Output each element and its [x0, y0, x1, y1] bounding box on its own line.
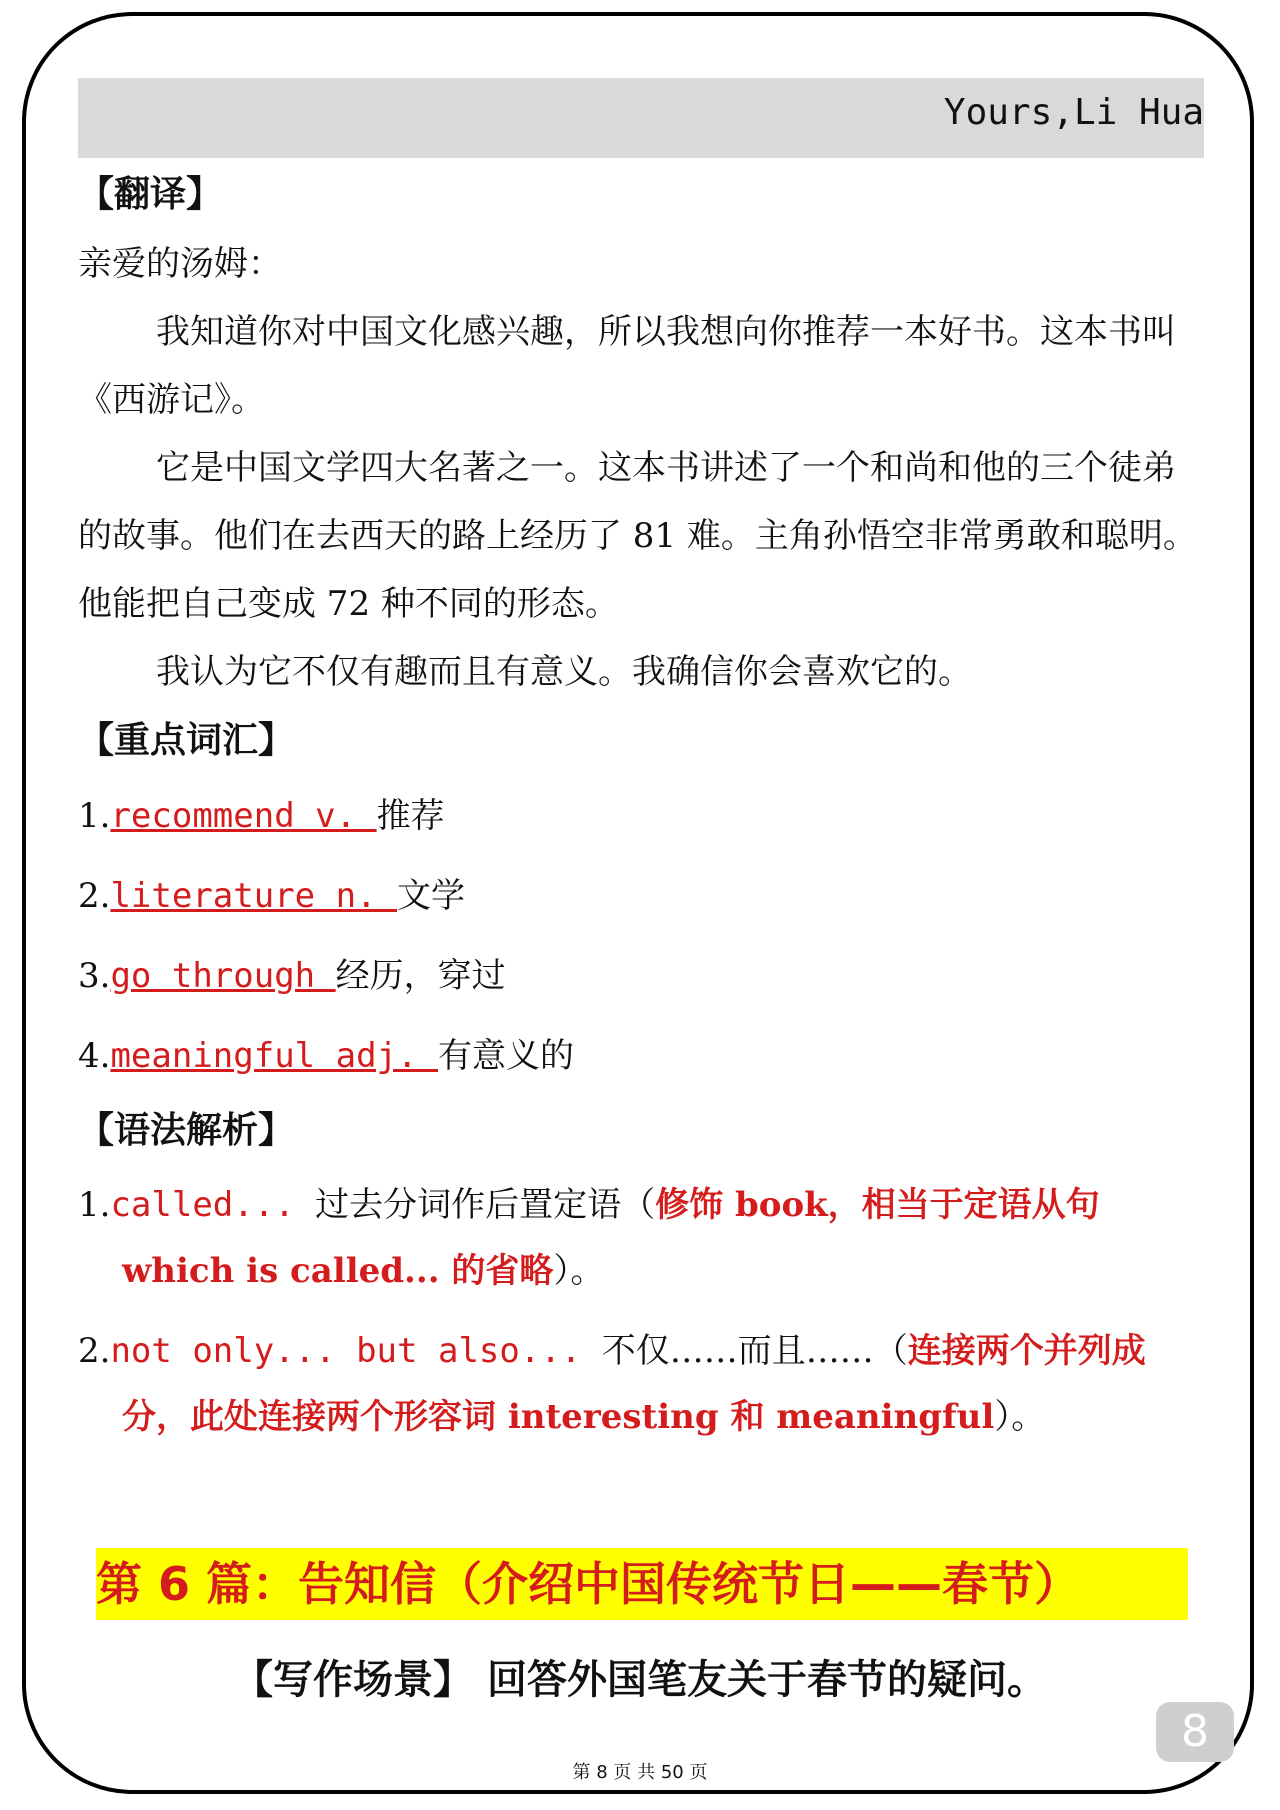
vocab-meaning: 推荐 [376, 796, 445, 836]
signature: Yours,Li Hua [943, 92, 1204, 133]
vocab-number: 1. [78, 796, 111, 836]
translation-title: 【翻译】 [78, 174, 223, 215]
grammar-term: called... [110, 1185, 316, 1225]
vocab-item [78, 936, 1204, 1016]
vocab-term: meaningful adj. [110, 1036, 438, 1076]
translation-paragraph-3: 我认为它不仅有趣而且有意义。我确信你会喜欢它的。 [156, 652, 972, 692]
vocab-number: 2. [78, 876, 111, 916]
vocab-title: 【重点词汇】 [78, 720, 295, 761]
vocab-item [78, 856, 1204, 936]
page-footer: 第 8 页 共 50 页 [572, 1762, 708, 1783]
vocab-term: literature n. [110, 876, 398, 916]
grammar-desc: 过去分词作后置定语（ [315, 1185, 656, 1225]
scene-label: 【写作场景】 [233, 1657, 474, 1703]
grammar-desc: 不仅……而且……（ [601, 1331, 908, 1371]
vocab-item [78, 776, 1204, 856]
writing-scene [0, 1648, 1280, 1705]
main-content [78, 160, 1204, 1464]
grammar-term: not only... but also... [110, 1331, 602, 1371]
vocab-meaning: 有意义的 [437, 1036, 574, 1076]
signature-band [78, 78, 1204, 158]
grammar-title: 【语法解析】 [78, 1110, 295, 1151]
grammar-note: 修饰 book，相当于定语从句 which is called... 的省略 [122, 1185, 1100, 1291]
page-number-badge: 8 [1156, 1702, 1234, 1762]
grammar-item [78, 1318, 1204, 1450]
vocab-term: go through [110, 956, 336, 996]
grammar-note: 连接两个并列成分，此处连接两个形容词 interesting 和 meaningful [122, 1331, 1146, 1437]
grammar-end: ）。 [553, 1251, 605, 1291]
grammar-end: ）。 [994, 1397, 1046, 1437]
vocab-number: 4. [78, 1036, 111, 1076]
vocab-meaning: 经历，穿过 [335, 956, 506, 996]
chapter-banner: 第 6 篇：告知信（介绍中国传统节日——春节） [96, 1548, 1188, 1620]
grammar-item [78, 1172, 1204, 1304]
vocab-meaning: 文学 [397, 876, 466, 916]
grammar-number: 2. [78, 1331, 111, 1371]
translation-paragraph-2: 它是中国文学四大名著之一。这本书讲述了一个和尚和他的三个徒弟的故事。他们在去西天的路上经历了 81 难。主角孙悟空非常勇敢和聪明。他能把自己变成 72 种不同的形态。 [78, 448, 1197, 624]
salutation: 亲爱的汤姆： [78, 244, 282, 284]
vocab-item [78, 1016, 1204, 1096]
vocab-term: recommend v. [110, 796, 377, 836]
translation-paragraph-1: 我知道你对中国文化感兴趣，所以我想向你推荐一本好书。这本书叫《西游记》。 [78, 312, 1176, 420]
scene-text: 回答外国笔友关于春节的疑问。 [473, 1657, 1047, 1703]
grammar-number: 1. [78, 1185, 111, 1225]
vocab-number: 3. [78, 956, 111, 996]
